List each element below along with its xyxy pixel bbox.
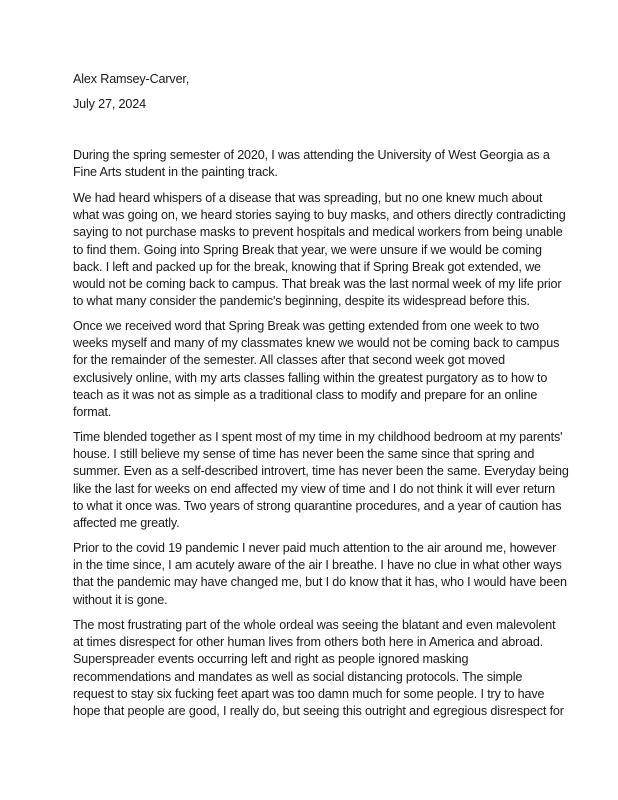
paragraph-line: During the spring semester of 2020, I was attending the University of West Georgia as a xyxy=(73,148,550,162)
paragraph-line: The most frustrating part of the whole ordeal was seeing the blatant and even malevolent xyxy=(73,618,556,632)
salutation xyxy=(73,71,573,88)
paragraph-line: like the last for weeks on end affected my view of time and I do not think it will ever return xyxy=(73,481,555,496)
paragraph-whispers xyxy=(73,190,573,310)
paragraph-line: what was going on, we heard stories saying to buy masks, and others directly contradicting xyxy=(73,208,566,223)
paragraph-line: teach as it was not as simple as a traditional class to modify and prepare for an online xyxy=(73,387,538,402)
paragraph-line: We had heard whispers of a disease that was spreading, but no one knew much about xyxy=(73,191,543,205)
paragraph-line: in the time since, I am acutely aware of the air I breathe. I have no clue in what other ways xyxy=(73,558,562,573)
paragraph-line: hope that people are good, I really do, but seeing this outright and egregious disrespect for xyxy=(73,703,564,718)
paragraph-line: without it is gone. xyxy=(73,592,168,607)
paragraph-intro xyxy=(73,147,573,181)
salutation-text: Alex Ramsey-Carver, xyxy=(73,72,190,86)
paragraph-air xyxy=(73,540,573,609)
letter-date xyxy=(73,96,573,113)
paragraph-line: Fine Arts student in the painting track. xyxy=(73,165,278,180)
paragraph-line: Prior to the covid 19 pandemic I never paid much attention to the air around me, however xyxy=(73,541,557,555)
paragraph-line: back. I left and packed up for the break, knowing that if Spring Break got extended, we xyxy=(73,259,541,274)
paragraph-line: Time blended together as I spent most of my time in my childhood bedroom at my parents' xyxy=(73,430,563,444)
paragraph-line: to find them. Going into Spring Break that year, we were unsure if we would be coming xyxy=(73,242,542,257)
paragraph-line: saying to not purchase masks to prevent hospitals and medical workers from being unable xyxy=(73,225,563,240)
paragraph-line: that the pandemic may have changed me, but I do know that it has, who I would have been xyxy=(73,575,567,590)
paragraph-frustration xyxy=(73,617,573,720)
paragraph-line: weeks myself and many of my classmates knew we would not be coming back to campus xyxy=(73,336,560,351)
paragraph-line: to what it once was. Two years of strong quarantine procedures, and a year of caution has xyxy=(73,498,562,513)
paragraph-line: Once we received word that Spring Break was getting extended from one week to two xyxy=(73,319,539,333)
paragraph-line: for the remainder of the semester. All classes after that second week got moved xyxy=(73,353,505,368)
paragraph-line: at times disrespect for other human lives from others both here in America and abroad. xyxy=(73,635,544,650)
paragraph-spring-break xyxy=(73,318,573,421)
paragraph-line: would not be coming back to campus. That break was the last normal week of my life prior xyxy=(73,276,562,291)
paragraph-line: format. xyxy=(73,404,112,419)
date-text: July 27, 2024 xyxy=(73,97,146,111)
paragraph-line: affected me greatly. xyxy=(73,515,180,530)
paragraph-line: summer. Even as a self-described introvert, time has never been the same. Everyday being xyxy=(73,464,569,479)
paragraph-line: to what many consider the pandemic's beginning, despite its widespread before this. xyxy=(73,294,530,309)
paragraph-time xyxy=(73,429,573,532)
paragraph-line: house. I still believe my sense of time has never been the same since that spring and xyxy=(73,447,535,462)
paragraph-line: recommendations and mandates as well as social distancing protocols. The simple xyxy=(73,669,523,684)
paragraph-line: exclusively online, with my arts classes falling within the greatest purgatory as to how to xyxy=(73,370,548,385)
paragraph-line: request to stay six fucking feet apart was too damn much for some people. I try to have xyxy=(73,686,545,701)
paragraph-line: Superspreader events occurring left and right as people ignored masking xyxy=(73,652,469,667)
